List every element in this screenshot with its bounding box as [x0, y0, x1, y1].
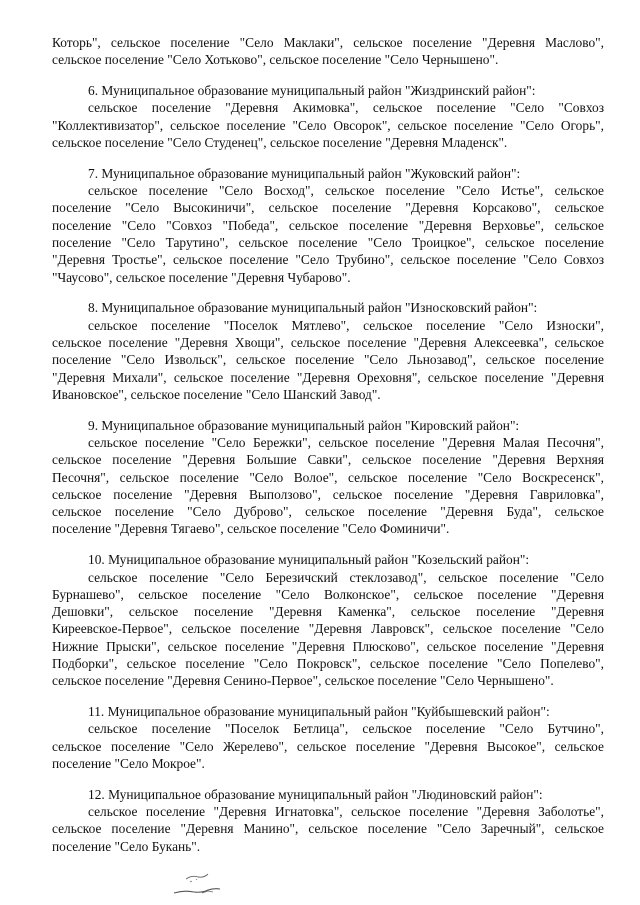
text-line: сельское поселение "Поселок Мятлево", сельское поселение "Село Износки",: [88, 317, 604, 333]
section-heading: 12. Муниципальное образование муниципальный район "Людиновский район":: [88, 786, 543, 802]
scan-artifact-mark: [172, 866, 232, 896]
text-line: поселение "Село Тарутино", сельское поселение "Село Троицкое", сельское поселение: [52, 234, 604, 250]
text-line: сельское поселение "Поселок Бетлица", сельское поселение "Село Бутчино",: [88, 721, 604, 737]
text-line: сельское поселение "Село Березичский стеклозавод", сельское поселение "Село: [88, 569, 604, 585]
section-7: [52, 165, 604, 286]
section-9: [52, 417, 604, 538]
text-line: сельское поселение "Деревня Выползово", сельское поселение "Деревня Гавриловка",: [52, 486, 604, 502]
section-11: [52, 703, 604, 772]
section-6: [52, 82, 604, 151]
text-line: поселение "Село "Совхоз "Победа", сельское поселение "Деревня Верховье", сельское: [52, 217, 604, 233]
text-line: Которь", сельское поселение "Село Маклаки", сельское поселение "Деревня Маслово",: [52, 35, 604, 50]
text-line: поселение "Село Высокиничи", сельское поселение "Деревня Корсаково", сельское: [52, 200, 604, 216]
text-line: Нижние Прыски", сельское поселение "Деревня Плюсково", сельское поселение "Деревня: [52, 638, 604, 654]
text-line: Песочня", сельское поселение "Село Волое", сельское поселение "Село Воскресенск",: [52, 469, 604, 485]
text-line: поселение "Село Букань".: [52, 838, 201, 854]
text-line: сельское поселение "Село Жерелево", сельское поселение "Деревня Высокое", сельское: [52, 738, 604, 754]
text-line: поселение "Село Мокрое".: [52, 755, 205, 771]
text-line: "Деревня Тростье", сельское поселение "Село Трубино", сельское поселение "Село Совхоз: [52, 252, 604, 268]
text-line: сельское поселение "Село Восход", сельское поселение "Село Истье", сельское: [88, 183, 604, 199]
section-heading: 6. Муниципальное образование муниципальный район "Жиздринский район":: [88, 83, 536, 99]
text-line: "Коллективизатор", сельское поселение "Село Овсорок", сельское поселение "Село Огорь",: [52, 117, 604, 133]
text-line: сельское поселение "Деревня Большие Савки", сельское поселение "Деревня Верхняя: [52, 452, 604, 468]
text-line: Ивановское", сельское поселение "Село Шанский Завод".: [52, 386, 381, 402]
text-line: сельское поселение "Деревня Хвощи", сельское поселение "Деревня Алексеевка", сельское: [52, 334, 604, 350]
text-line: Подборки", сельское поселение "Село Покровск", сельское поселение "Село Попелево",: [52, 656, 604, 671]
section-12: [52, 786, 604, 855]
document-page: [52, 34, 604, 855]
section-10: [52, 551, 604, 689]
text-line: поселение "Село Извольск", сельское поселение "Село Льнозавод", сельское поселение: [52, 352, 604, 368]
text-line: "Чаусово", сельское поселение "Деревня Чубарово".: [52, 269, 351, 285]
section-heading: 11. Муниципальное образование муниципальный район "Куйбышевский район":: [88, 704, 550, 720]
section-heading: 7. Муниципальное образование муниципальный район "Жуковский район":: [88, 165, 521, 181]
text-line: сельское поселение "Село Бережки", сельское поселение "Деревня Малая Песочня",: [88, 434, 604, 450]
text-line: Киреевское-Первое", сельское поселение "Деревня Лавровск", сельское поселение "Село: [52, 621, 604, 637]
text-line: Дешовки", сельское поселение "Деревня Каменка", сельское поселение "Деревня: [52, 604, 604, 620]
section-8: [52, 299, 604, 403]
text-line: сельское поселение "Село Хотьково", сельское поселение "Село Чернышено".: [52, 52, 499, 68]
text-line: сельское поселение "Деревня Манино", сельское поселение "Село Заречный", сельское: [52, 821, 604, 837]
section-heading: 9. Муниципальное образование муниципальный район "Кировский район":: [88, 417, 520, 433]
section-heading: 10. Муниципальное образование муниципальный район "Козельский район":: [88, 552, 530, 568]
text-line: сельское поселение "Деревня Акимовка", сельское поселение "Село "Совхоз: [88, 100, 604, 116]
section-heading: 8. Муниципальное образование муниципальный район "Износковский район":: [88, 300, 538, 316]
text-line: "Деревня Михали", сельское поселение "Деревня Ореховня", сельское поселение "Деревня: [52, 369, 604, 385]
text-line: сельское поселение "Село Дуброво", сельское поселение "Деревня Буда", сельское: [52, 504, 604, 520]
text-line: поселение "Деревня Тягаево", сельское поселение "Село Фоминичи".: [52, 521, 450, 537]
text-line: сельское поселение "Деревня Игнатовка", сельское поселение "Деревня Заболотье",: [88, 804, 604, 820]
text-line: сельское поселение "Село Студенец", сельское поселение "Деревня Младенск".: [52, 134, 508, 150]
text-line: сельское поселение "Деревня Сенино-Первое", сельское поселение "Село Чернышено".: [52, 673, 554, 689]
text-line: Бурнашево", сельское поселение "Село Волконское", сельское поселение "Деревня: [52, 586, 604, 602]
